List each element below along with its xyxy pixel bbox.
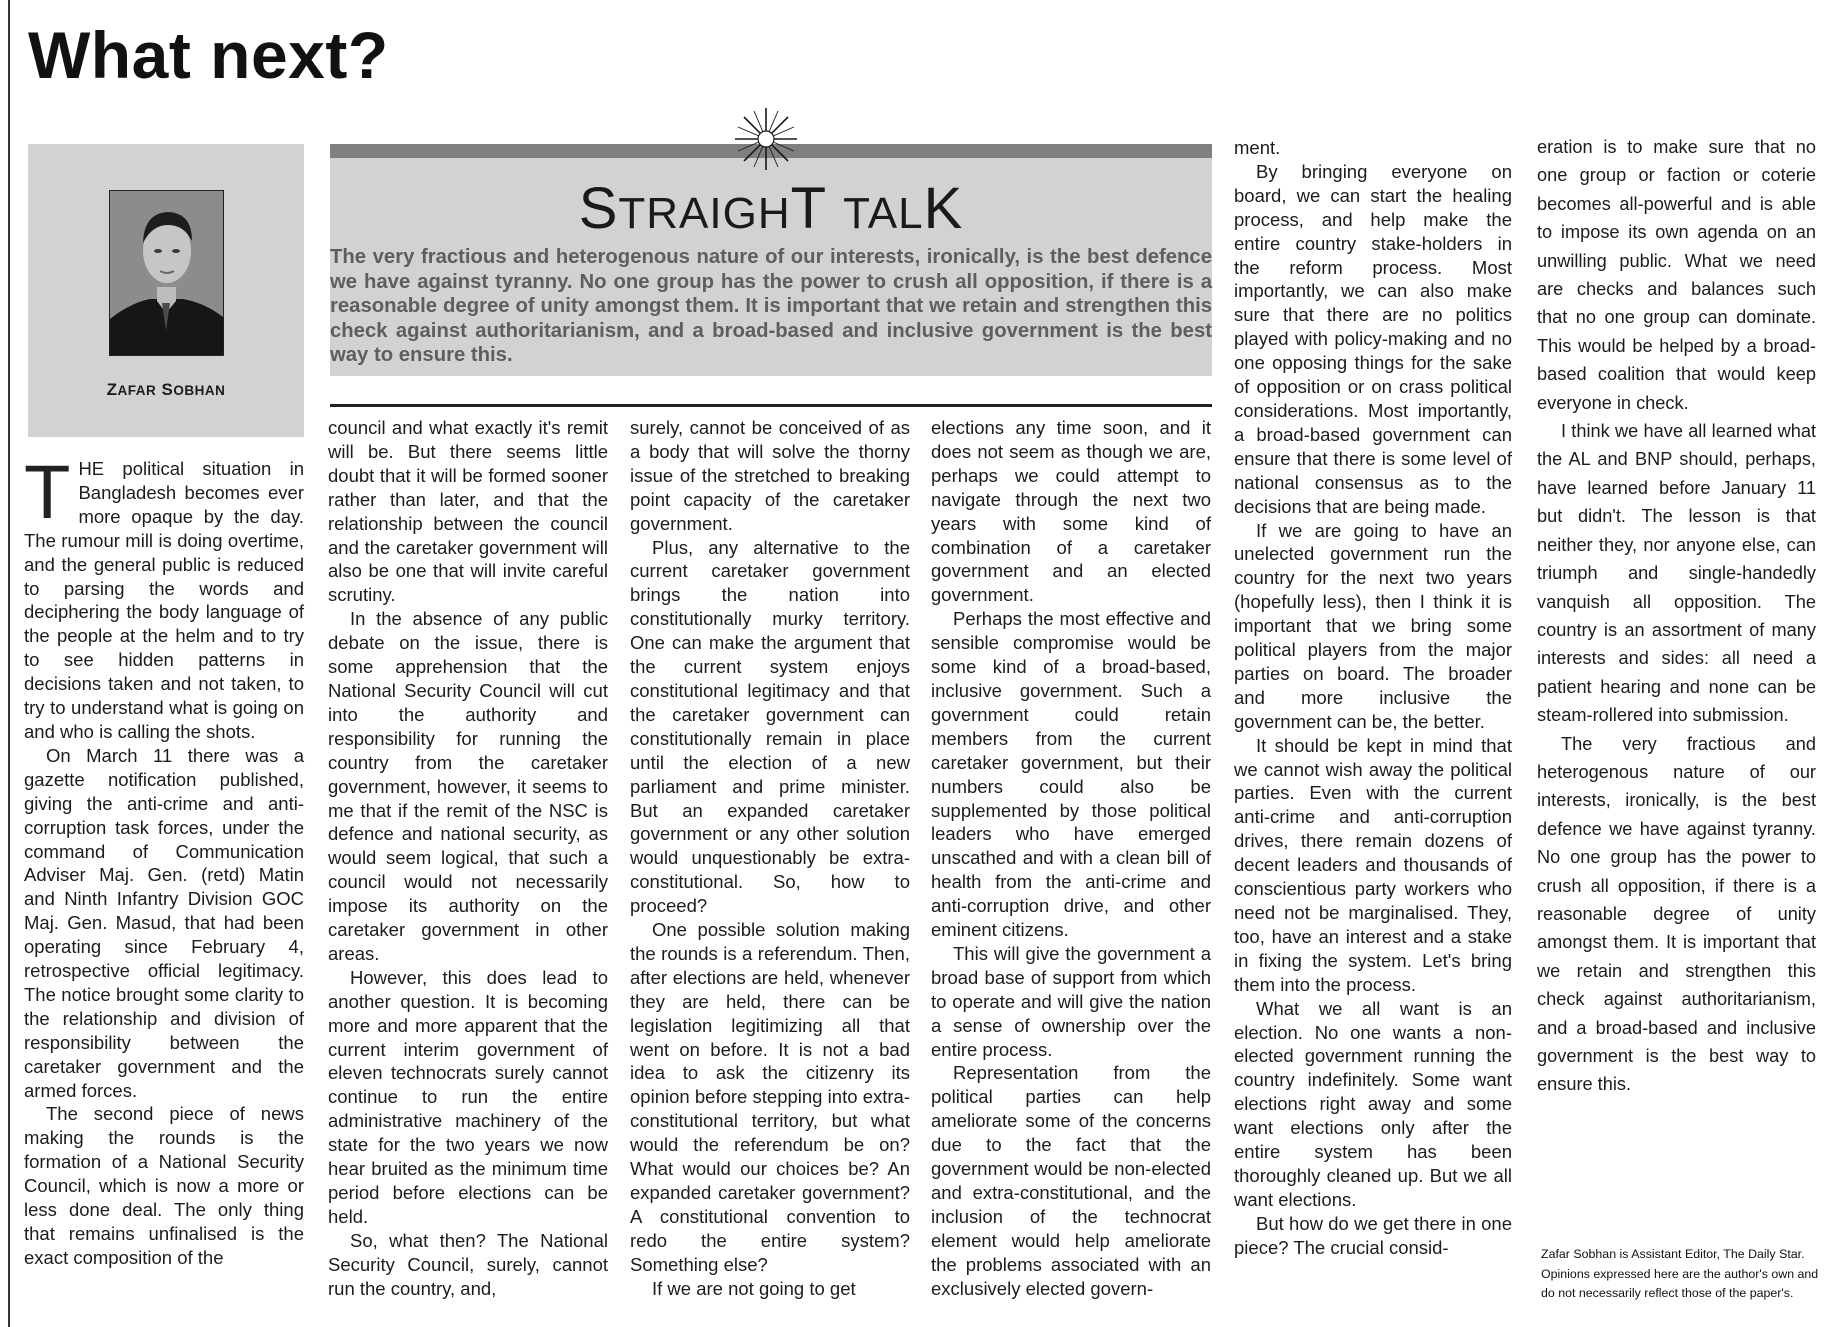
article-column-6 xyxy=(1537,133,1816,1099)
column-title: STRAIGHT TALK xyxy=(578,176,964,241)
article-column-4 xyxy=(931,416,1211,1301)
article-column-5 xyxy=(1234,136,1512,1260)
pull-quote: The very fractious and heterogenous nature of our interests, ironically, is the best defence we have against tyranny. No one group has the power to crush all opposition, if there is a reasonable degree of unity amongst them. It is important that we retain and strengthen this check against authoritarianism, and a broad-based and inclusive government is the best way to ensure this. xyxy=(330,246,1212,366)
paragraph: This will give the government a broad base of support from which to operate and will give the nation a sense of ownership over the entire process. xyxy=(931,942,1211,1060)
author-portrait-icon xyxy=(110,191,223,355)
headline: What next? xyxy=(28,18,389,92)
paragraph: In the absence of any public debate on the issue, there is some apprehension that the National Security Council will cut into the authority and responsibility for running the country from the caretaker government, however, it seems to me that if the remit of the NSC is defence and national security, as would seem logical, that such a council would not necessarily impose its authority on the caretaker government in other areas. xyxy=(328,608,608,964)
paragraph: It should be kept in mind that we cannot wish away the political parties. Even with the current anti-crime and anti-corruption drives, there remain dozens of decent leaders and thousands of conscientious party workers who need not be marginalised. They, too, have an interest and a stake in fixing the system. Let's bring them into the process. xyxy=(1234,734,1512,995)
paragraph: The second piece of news making the rounds is the formation of a National Security Council, which is now a more or less done deal. The only thing that remains unfinalised is the exact composition of the xyxy=(24,1103,304,1268)
paragraph: Plus, any alternative to the current caretaker government brings the nation into constitutionally murky territory. One can make the argument that the current system enjoys constitutional legitimacy and that the caretaker government can constitutionally remain in place until the election of a new parliament and prime minister. But an expanded caretaker government or any other solution would unquestionably be extra-constitutional. So, how to proceed? xyxy=(630,536,910,917)
paragraph: But how do we get there in one piece? The crucial consid- xyxy=(1234,1212,1512,1258)
author-photo xyxy=(109,190,224,356)
paragraph: elections any time soon, and it does not seem as though we are, perhaps we could attempt to navigate through the next two years with some kind of combination of a caretaker government and an elected government. xyxy=(931,417,1211,606)
article-column-3 xyxy=(630,416,910,1301)
article-column-1 xyxy=(24,450,304,1270)
drop-cap: T xyxy=(24,450,71,535)
paragraph: On March 11 there was a gazette notification published, giving the anti-crime and anti-corruption task forces, under the command of Communication Adviser Maj. Gen. (retd) Matin and Ninth Infantry Division GOC Maj. Gen. Masud, that had been operating since February 4, retrospective official legitimacy. The notice brought some clarity to the relationship and division of responsibility between the caretaker government and the armed forces. xyxy=(24,744,304,1101)
paragraph: If we are not going to get xyxy=(652,1277,856,1299)
author-name: ZAFAR SOBHAN xyxy=(106,380,226,399)
paragraph: HE political situation in Bangladesh becomes ever more opaque by the day. The rumour mill is doing overtime, and the general public is reduced to parsing the words and deciphering the body language of the people at the helm and to try to see hidden patterns in decisions taken and not taken, to try to understand what is going on and who is calling the shots. xyxy=(24,458,304,742)
paragraph: By bringing everyone on board, we can start the healing process, and help make the entire country stake-holders in the reform process. Most importantly, we can also make sure that there are no politics played with policy-making and no one opposing things for the sake of opposition or on crass political considerations. Most importantly, a broad-based government can ensure that there is some level of national consensus as to the decisions that are being made. xyxy=(1234,160,1512,517)
paragraph: The very fractious and heterogenous nature of our interests, ironically, is the best defence we have against tyranny. No one group has the power to crush all opposition, if there is a reasonable degree of unity amongst them. It is important that we retain and strengthen this check against authoritarianism, and a broad-based and inclusive government is the best way to ensure this. xyxy=(1537,733,1816,1095)
author-box xyxy=(28,144,304,437)
paragraph: I think we have all learned what the AL and BNP should, perhaps, have learned before January 11 but didn't. The lesson is that neither they, nor anyone else, can triumph and single-handedly vanquish all opposition. The country is an assortment of many interests and sides: all need a patient hearing and none can be steam-rollered into submission. xyxy=(1537,421,1816,726)
paragraph: surely, cannot be conceived of as a body that will solve the thorny issue of the stretched to breaking point capacity of the caretaker government. xyxy=(630,417,910,534)
paragraph: So, what then? The National Security Council, surely, cannot run the country, and, xyxy=(328,1229,608,1299)
paragraph: Representation from the political parties can help ameliorate some of the concerns due to the fact that the government would be non-elected and extra-constitutional, and the inclusion of the technocrat element would help ameliorate the problems associated with an exclusively elected govern- xyxy=(931,1062,1211,1299)
author-bio: Zafar Sobhan is Assistant Editor, The Daily Star. Opinions expressed here are the author's own and do not necessarily reflect those of the paper's. xyxy=(1541,1247,1819,1300)
starburst-icon xyxy=(735,108,797,170)
paragraph: However, this does lead to another question. It is becoming more and more apparent that the current interim government of eleven technocrats surely cannot continue to run the entire administrative machinery of the state for the two years we now hear bruited as the minimum time period before elections can be held. xyxy=(328,966,608,1227)
paragraph: One possible solution making the rounds is a referendum. Then, after elections are held, whenever they are held, there can be legislation legitimizing all that went on before. It is not a bad idea to ask the citizenry its opinion before stepping into extra-constitutional territory, but what would the referendum be on? What would our choices be? An expanded caretaker government? A constitutional convention to redo the entire system? Something else? xyxy=(630,919,910,1275)
article-column-2 xyxy=(328,416,608,1301)
paragraph: Perhaps the most effective and sensible compromise would be some kind of a broad-based, inclusive government. Such a government could retain members from the current caretaker government, but their numbers could also be supplemented by those political leaders who have emerged unscathed and with a clean bill of health from the anti-crime and anti-corruption drive, and other eminent citizens. xyxy=(931,608,1211,941)
paragraph: eration is to make sure that no one group or faction or coterie becomes all-powerful and is able to impose its own agenda on an unwilling public. What we need are checks and balances such that no one group can dominate. This would be helped by a broad-based coalition that would keep everyone in check. xyxy=(1537,137,1816,413)
paragraph: What we all want is an election. No one wants a non-elected government running the country indefinitely. Some want elections right away and some want elections only after the entire system has been thoroughly cleaned up. But we all want elections. xyxy=(1234,997,1512,1210)
paragraph: ment. xyxy=(1234,137,1281,158)
section-divider xyxy=(330,404,1212,407)
paragraph: council and what exactly it's remit will be. But there seems little doubt that it will be formed sooner rather than later, and that the relationship between the council and the caretaker government will also be one that will invite careful scrutiny. xyxy=(328,417,608,606)
paragraph: If we are going to have an unelected government run the country for the next two years (hopefully less), then I think it is important that we bring some political players from the major parties on board. The broader and more inclusive the government can be, the better. xyxy=(1234,519,1512,732)
left-margin-rule xyxy=(8,0,10,1327)
